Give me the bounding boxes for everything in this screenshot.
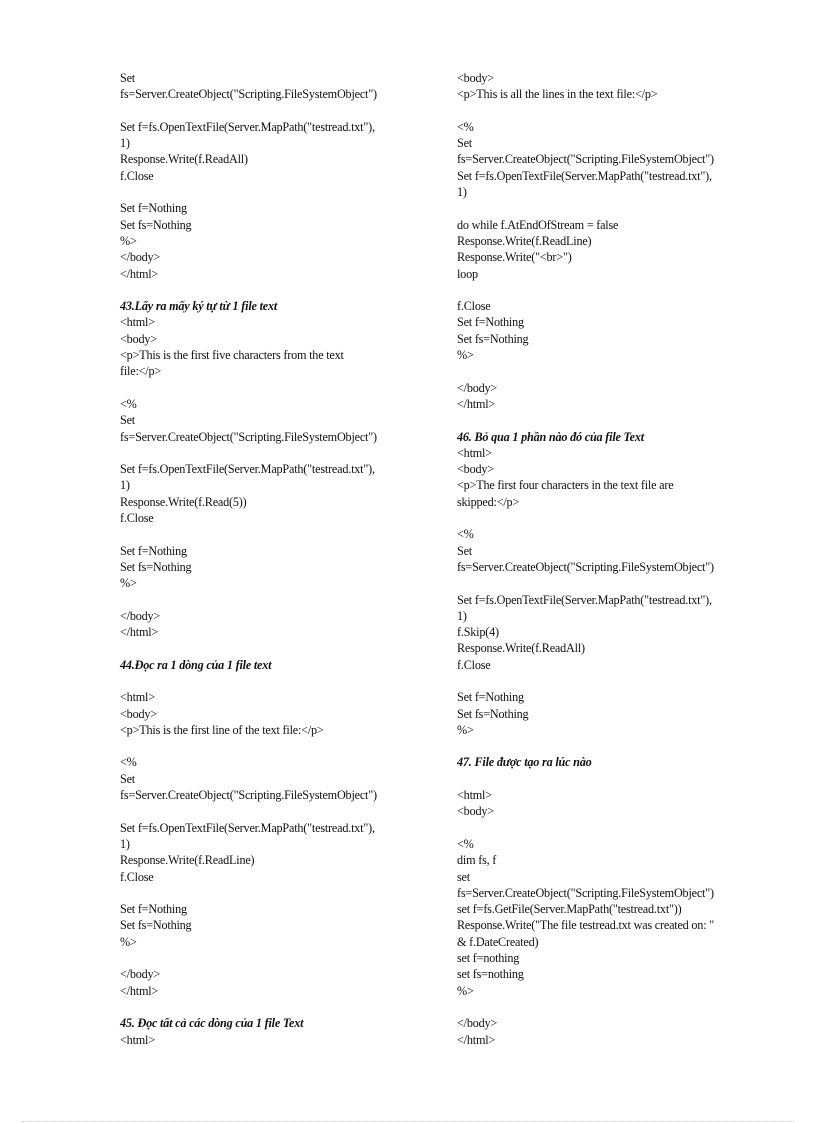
blank-line	[457, 363, 777, 379]
code-line: 1)	[120, 478, 130, 493]
code-line: 1)	[120, 836, 130, 851]
code-line: Set f=fs.OpenTextFile(Server.MapPath("testread.txt"),	[457, 168, 712, 183]
blank-line	[120, 282, 440, 298]
left-column	[120, 70, 440, 1048]
code-line: Set f=fs.OpenTextFile(Server.MapPath("testread.txt"),	[120, 820, 375, 835]
blank-line	[120, 999, 440, 1015]
code-line: Set fs=Nothing	[120, 217, 192, 232]
code-line: loop	[457, 266, 478, 281]
code-line: Set	[457, 136, 472, 151]
code-line: <body>	[120, 706, 157, 721]
blank-line	[120, 885, 440, 901]
blank-line	[457, 412, 777, 428]
code-line: <%	[120, 755, 137, 770]
code-line: %>	[457, 348, 474, 363]
code-line: Set f=Nothing	[457, 690, 524, 705]
code-line: do while f.AtEndOfStream = false	[457, 217, 619, 232]
code-line: Set f=fs.OpenTextFile(Server.MapPath("testread.txt"),	[120, 462, 375, 477]
code-line: f.Skip(4)	[457, 625, 499, 640]
code-line: <html>	[120, 1032, 155, 1047]
code-line: Response.Write(f.Read(5))	[120, 494, 247, 509]
code-line: %>	[120, 576, 137, 591]
blank-line	[457, 738, 777, 754]
code-line: set fs=nothing	[457, 967, 524, 982]
code-line: Set fs=Nothing	[120, 559, 192, 574]
section-heading: 44.Đọc ra 1 dòng của 1 file text	[120, 657, 272, 672]
blank-line	[457, 999, 777, 1015]
code-line: 1)	[457, 608, 467, 623]
code-line: Set fs=Nothing	[120, 918, 192, 933]
code-line: <body>	[457, 71, 494, 85]
code-line: %>	[120, 233, 137, 248]
code-line: file:</p>	[120, 364, 162, 379]
code-line: f.Close	[120, 869, 154, 884]
blank-line	[120, 950, 440, 966]
code-line: set f=nothing	[457, 951, 520, 966]
code-line: Response.Write("The file testread.txt was created on: "	[457, 918, 715, 933]
code-line: dim fs, f	[457, 853, 497, 868]
blank-line	[457, 282, 777, 298]
code-line: Response.Write(f.ReadLine)	[457, 233, 592, 248]
code-line: <p>This is the first line of the text file:</p>	[120, 722, 324, 737]
code-line: <html>	[120, 690, 155, 705]
code-line: %>	[457, 983, 474, 998]
blank-line	[457, 575, 777, 591]
code-line: Set fs=Nothing	[457, 706, 529, 721]
code-line: %>	[457, 722, 474, 737]
blank-line	[120, 380, 440, 396]
blank-line	[457, 510, 777, 526]
code-line: Response.Write(f.ReadLine)	[120, 853, 255, 868]
code-line: <html>	[120, 315, 155, 330]
code-line: <%	[457, 836, 474, 851]
code-line: fs=Server.CreateObject("Scripting.FileSystemObject")	[457, 559, 714, 574]
blank-line	[120, 184, 440, 200]
code-line: </html>	[457, 396, 496, 411]
code-line: skipped:</p>	[457, 494, 520, 509]
code-line: Set f=fs.OpenTextFile(Server.MapPath("testread.txt"),	[120, 119, 375, 134]
code-line: <html>	[457, 788, 492, 803]
code-line: </html>	[457, 1032, 496, 1047]
blank-line	[457, 820, 777, 836]
code-line: Set f=Nothing	[120, 201, 187, 216]
code-line: Set f=Nothing	[120, 902, 187, 917]
code-line: </body>	[457, 1016, 498, 1031]
blank-line	[120, 738, 440, 754]
code-line: Response.Write("<br>")	[457, 250, 572, 265]
code-line: Response.Write(f.ReadAll)	[120, 152, 248, 167]
right-column	[457, 70, 777, 1048]
code-line: Set f=fs.OpenTextFile(Server.MapPath("testread.txt"),	[457, 592, 712, 607]
code-line: Set	[120, 771, 135, 786]
code-line: <p>This is the first five characters from the text	[120, 348, 344, 363]
code-line: <%	[457, 527, 474, 542]
code-line: f.Close	[120, 168, 154, 183]
code-line: set f=fs.GetFile(Server.MapPath("testread.txt"))	[457, 902, 682, 917]
code-line: </html>	[120, 266, 159, 281]
code-line: <body>	[457, 462, 494, 477]
section-heading: 43.Lấy ra mấy ký tự từ 1 file text	[120, 299, 278, 314]
blank-line	[120, 445, 440, 461]
code-line: fs=Server.CreateObject("Scripting.FileSystemObject")	[120, 788, 377, 803]
code-line: Set fs=Nothing	[457, 331, 529, 346]
code-line: Set	[120, 413, 135, 428]
blank-line	[120, 592, 440, 608]
code-line: Set f=Nothing	[457, 315, 524, 330]
code-line: fs=Server.CreateObject("Scripting.FileSystemObject")	[457, 885, 714, 900]
code-line: f.Close	[457, 299, 491, 314]
code-line: <p>This is all the lines in the text file:</p>	[457, 87, 658, 102]
page-bottom-divider	[22, 1121, 794, 1122]
code-line: set	[457, 869, 470, 884]
blank-line	[120, 640, 440, 656]
code-line: 1)	[457, 185, 467, 200]
blank-line	[120, 103, 440, 119]
code-line: f.Close	[457, 657, 491, 672]
code-line: <body>	[120, 331, 157, 346]
blank-line	[457, 103, 777, 119]
code-line: 1)	[120, 136, 130, 151]
code-line: </body>	[457, 380, 498, 395]
code-line: </html>	[120, 983, 159, 998]
code-line: fs=Server.CreateObject("Scripting.FileSystemObject")	[457, 152, 714, 167]
code-line: & f.DateCreated)	[457, 934, 539, 949]
code-line: Set	[120, 71, 135, 85]
blank-line	[120, 803, 440, 819]
code-line: </body>	[120, 250, 161, 265]
code-line: f.Close	[120, 511, 154, 526]
code-line: <body>	[457, 804, 494, 819]
blank-line	[457, 200, 777, 216]
code-line: </body>	[120, 608, 161, 623]
section-heading: 47. File được tạo ra lúc nào	[457, 755, 592, 770]
section-heading: 46. Bỏ qua 1 phần nào đó của file Text	[457, 429, 644, 444]
code-line: <p>The first four characters in the text file are	[457, 478, 674, 493]
code-line: <html>	[457, 445, 492, 460]
code-line: Set	[457, 543, 472, 558]
code-line: </html>	[120, 625, 159, 640]
code-line: </body>	[120, 967, 161, 982]
blank-line	[120, 526, 440, 542]
code-line: <%	[457, 119, 474, 134]
code-line: Response.Write(f.ReadAll)	[457, 641, 585, 656]
section-heading: 45. Đọc tất cả các dòng của 1 file Text	[120, 1016, 304, 1031]
blank-line	[457, 673, 777, 689]
code-line: fs=Server.CreateObject("Scripting.FileSystemObject")	[120, 87, 377, 102]
code-line: %>	[120, 934, 137, 949]
code-line: Set f=Nothing	[120, 543, 187, 558]
code-line: <%	[120, 396, 137, 411]
code-line: fs=Server.CreateObject("Scripting.FileSystemObject")	[120, 429, 377, 444]
blank-line	[120, 673, 440, 689]
blank-line	[457, 771, 777, 787]
